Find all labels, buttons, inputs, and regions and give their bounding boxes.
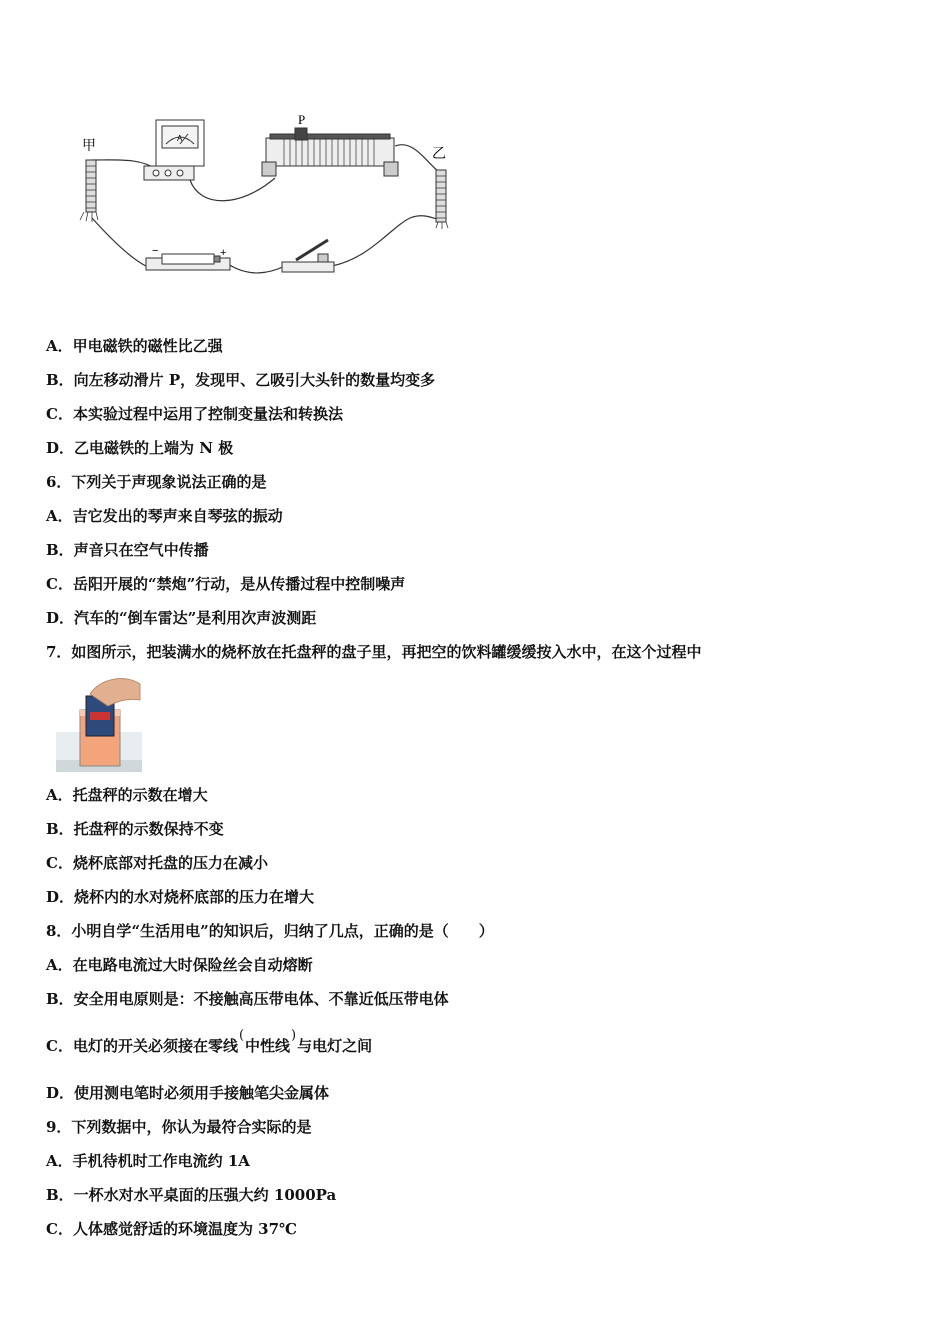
q6-option-a: A．吉它发出的琴声来自琴弦的振动 (46, 507, 283, 525)
q5-option-a: A．甲电磁铁的磁性比乙强 (46, 337, 223, 355)
q9-stem: 9．下列数据中，你认为最符合实际的是 (46, 1118, 312, 1136)
q9-option-c: C．人体感觉舒适的环境温度为 37℃ (46, 1220, 298, 1238)
q8-option-b: B．安全用电原则是：不接触高压带电体、不靠近低压带电体 (46, 990, 449, 1008)
q8-option-c (46, 1028, 373, 1058)
q7-option-b: B．托盘秤的示数保持不变 (46, 820, 224, 838)
battery-plus: + (220, 247, 227, 259)
q9-option-b: B．一杯水对水平桌面的压强大约 1000Pa (46, 1186, 337, 1204)
q5-option-c: C．本实验过程中运用了控制变量法和转换法 (46, 405, 343, 423)
ammeter-label: A (177, 134, 183, 143)
q6-option-d: D．汽车的“倒车雷达”是利用次声波测距 (46, 609, 317, 627)
q6-option-b: B．声音只在空气中传播 (46, 541, 209, 559)
label-p: P (298, 112, 306, 127)
electromagnet-yi (436, 170, 448, 229)
label-yi: 乙 (432, 147, 446, 162)
ammeter (144, 120, 204, 180)
beaker-can-figure (56, 672, 142, 772)
wire (228, 264, 285, 273)
q8-option-c-pre: C．电灯的开关必须接在零线 (46, 1037, 238, 1055)
q8-option-c-post: 与电灯之间 (297, 1037, 373, 1055)
label-jia: 甲 (82, 139, 96, 154)
q5-option-d: D．乙电磁铁的上端为 N 极 (46, 439, 234, 457)
q8-stem: 8．小明自学“生活用电”的知识后，归纳了几点，正确的是（ ） (46, 922, 494, 940)
wire (92, 218, 146, 266)
q8-option-c-lparen: ( (238, 1028, 245, 1043)
q8-option-c-rparen: ) (291, 1028, 297, 1043)
switch (282, 240, 334, 272)
q5-option-b: B．向左移动滑片 P，发现甲、乙吸引大头针的数量均变多 (46, 371, 436, 389)
q7-stem: 7．如图所示，把装满水的烧杯放在托盘秤的盘子里，再把空的饮料罐缓缓按入水中，在这个过程中 (46, 643, 702, 661)
battery (146, 254, 230, 270)
q8-option-c-mid: 中性线 (245, 1037, 291, 1055)
battery-minus: − (152, 245, 159, 257)
electromagnet-circuit-figure (70, 108, 460, 298)
sliding-rheostat (262, 128, 398, 176)
q7-option-a: A．托盘秤的示数在增大 (46, 786, 208, 804)
q8-option-d: D．使用测电笔时必须用手接触笔尖金属体 (46, 1084, 330, 1102)
electromagnet-jia (80, 160, 98, 222)
wire (190, 178, 275, 201)
q6-stem: 6．下列关于声现象说法正确的是 (46, 473, 267, 491)
q6-option-c: C．岳阳开展的“禁炮”行动，是从传播过程中控制噪声 (46, 575, 406, 593)
q9-option-a: A．手机待机时工作电流约 1A (46, 1152, 250, 1170)
wire (332, 216, 442, 266)
q7-option-c: C．烧杯底部对托盘的压力在减小 (46, 854, 268, 872)
q8-option-a: A．在电路电流过大时保险丝会自动熔断 (46, 956, 313, 974)
q7-option-d: D．烧杯内的水对烧杯底部的压力在增大 (46, 888, 315, 906)
